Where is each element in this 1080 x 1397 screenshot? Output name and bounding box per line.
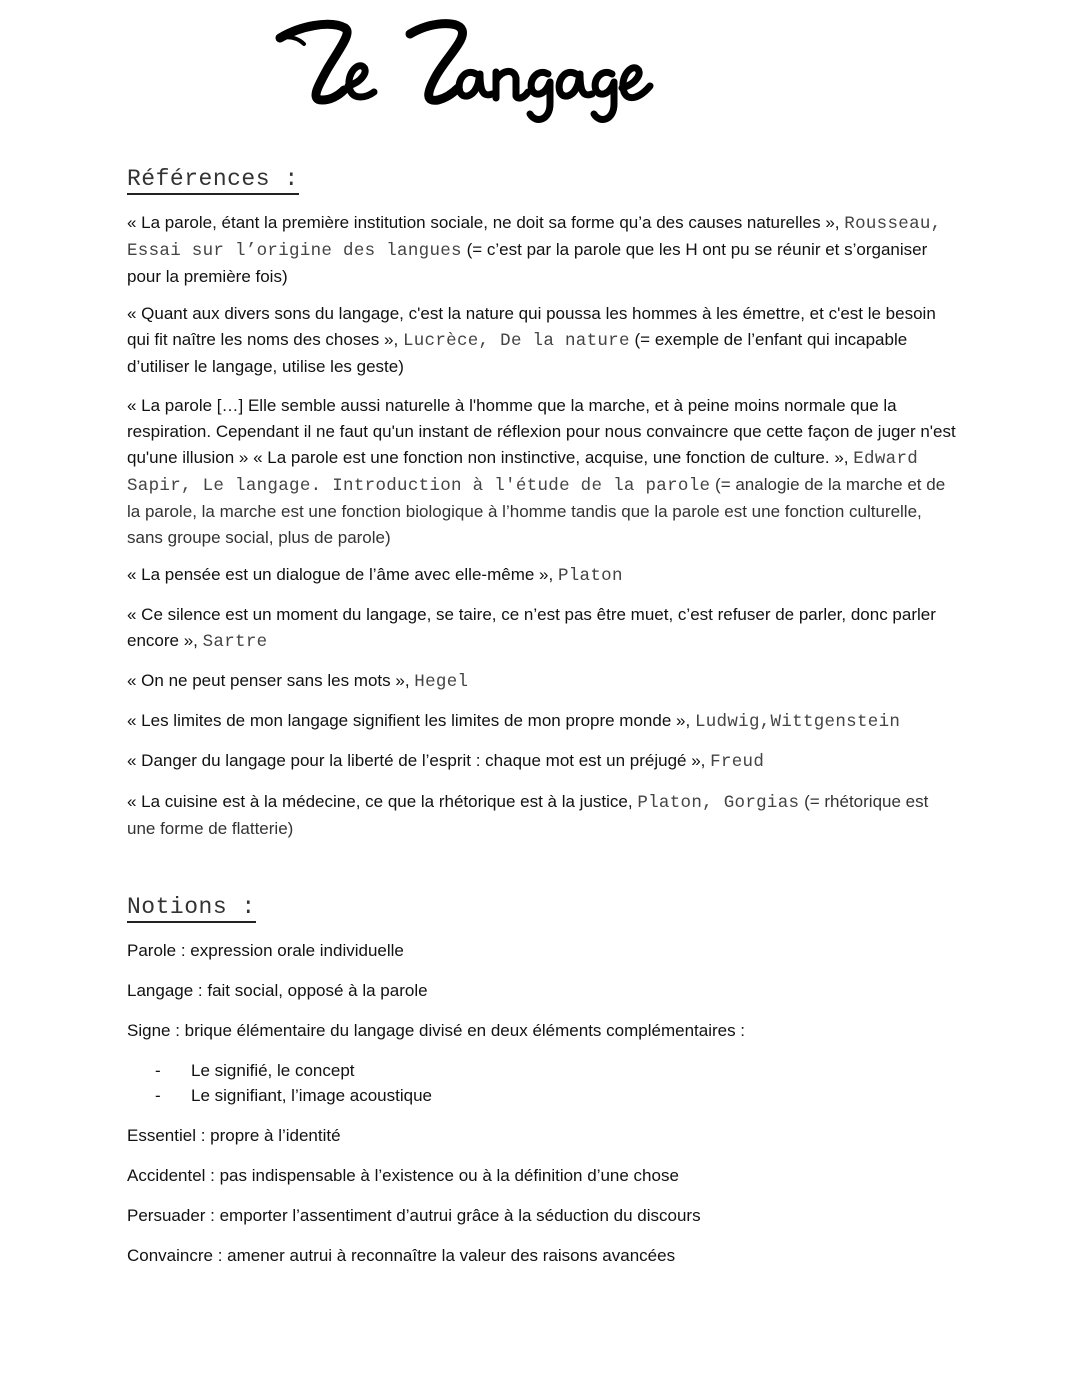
- reference-note: (= rhétorique est une forme de flatterie): [127, 792, 929, 838]
- reference-item: [127, 210, 957, 290]
- signe-components-list: [155, 1058, 432, 1108]
- reference-item: [127, 668, 957, 695]
- bullet-marker: -: [155, 1061, 161, 1080]
- list-item-text: Le signifié, le concept: [191, 1061, 355, 1080]
- list-item: [155, 1083, 432, 1108]
- notions-heading: Notions :: [127, 894, 256, 923]
- reference-author: Hegel: [414, 672, 469, 692]
- notion-essentiel: Essentiel : propre à l’identité: [127, 1126, 341, 1145]
- list-item-text: Le signifiant, l’image acoustique: [191, 1086, 432, 1105]
- notion-langage: Langage : fait social, opposé à la parole: [127, 981, 428, 1000]
- reference-author: Edward Sapir, Le langage. Introduction à l'étude de la parole: [127, 449, 919, 496]
- reference-item: [127, 602, 957, 655]
- reference-quote: « La parole […] Elle semble aussi naturelle à l'homme que la marche, et à peine moins normale que la respiration. Cependant il ne faut qu'un instant de réflexion pour nous convaincre que cette façon de juger n'est qu'une illusion » « La parole est une fonction non instinctive, acquise, une fonction de culture. »,: [127, 396, 956, 467]
- reference-author: Platon, Gorgias: [637, 793, 800, 813]
- reference-item: [127, 748, 957, 775]
- reference-item: [127, 708, 957, 735]
- notion-persuader: Persuader : emporter l’assentiment d’autrui grâce à la séduction du discours: [127, 1206, 701, 1225]
- reference-quote: « Danger du langage pour la liberté de l’esprit : chaque mot est un préjugé »,: [127, 751, 706, 770]
- reference-quote: « Ce silence est un moment du langage, se taire, ce n’est pas être muet, c’est refuser de parler, donc parler encore »,: [127, 605, 936, 650]
- reference-item: [127, 301, 957, 380]
- reference-item: [127, 789, 957, 842]
- references-heading: Références :: [127, 166, 299, 195]
- reference-author: Freud: [710, 752, 765, 772]
- notion-signe: Signe : brique élémentaire du langage divisé en deux éléments complémentaires :: [127, 1021, 746, 1040]
- page-title: [270, 8, 670, 128]
- reference-quote: « On ne peut penser sans les mots »,: [127, 671, 410, 690]
- reference-quote: « Quant aux divers sons du langage, c'est la nature qui poussa les hommes à les émettre, et c'est le besoin qui fit naître les noms des choses »,: [127, 304, 936, 349]
- reference-note: (= analogie de la marche et de la parole, la marche est une fonction biologique à l’homme tandis que la parole est une fonction culturelle, sans groupe social, plus de parole): [127, 475, 946, 547]
- reference-author: Ludwig,Wittgenstein: [694, 712, 901, 732]
- reference-note: (= exemple de l’enfant qui incapable d’utiliser le langage, utilise les geste): [127, 330, 908, 376]
- bullet-marker: -: [155, 1086, 161, 1105]
- list-item: [155, 1058, 432, 1083]
- reference-quote: « La pensée est un dialogue de l’âme avec elle-même »,: [127, 565, 554, 584]
- reference-note: (= c’est par la parole que les H ont pu se réunir et s’organiser pour la première fois): [127, 240, 928, 286]
- notion-convaincre: Convaincre : amener autrui à reconnaître la valeur des raisons avancées: [127, 1246, 676, 1265]
- notion-parole: Parole : expression orale individuelle: [127, 941, 404, 960]
- reference-quote: « Les limites de mon langage signifient les limites de mon propre monde »,: [127, 711, 691, 730]
- reference-author: Rousseau, Essai sur l’origine des langues: [127, 214, 942, 261]
- reference-item: [127, 393, 957, 551]
- title-calligraphy: [270, 8, 670, 128]
- reference-quote: « La cuisine est à la médecine, ce que la rhétorique est à la justice,: [127, 792, 633, 811]
- notion-accidentel: Accidentel : pas indispensable à l’existence ou à la définition d’une chose: [127, 1166, 679, 1185]
- reference-author: Sartre: [202, 632, 268, 652]
- reference-quote: « La parole, étant la première institution sociale, ne doit sa forme qu’a des causes naturelles »,: [127, 213, 840, 232]
- reference-item: [127, 562, 957, 589]
- reference-author: Lucrèce, De la nature: [402, 331, 630, 351]
- reference-author: Platon: [557, 566, 623, 586]
